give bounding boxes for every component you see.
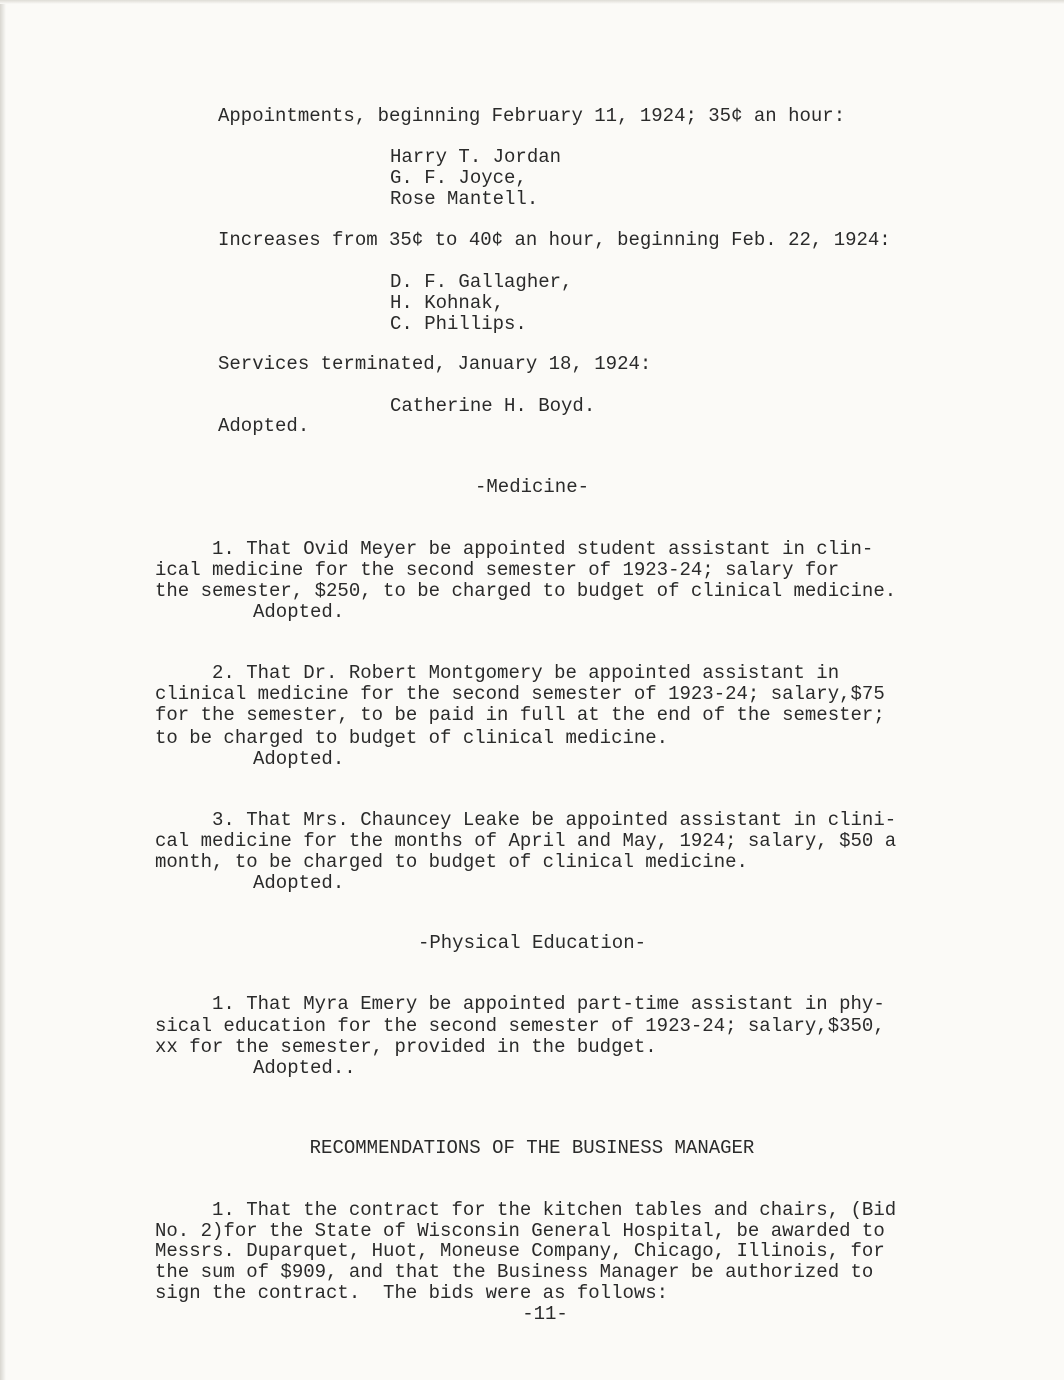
- physical-education-item-1-line: xx for the semester, provided in the budget.: [155, 1036, 657, 1058]
- adopted-note: Adopted.: [253, 748, 345, 770]
- section-heading-physical-education: -Physical Education-: [417, 932, 647, 954]
- scan-edge-top: [0, 0, 1064, 4]
- terminated-heading: Services terminated, January 18, 1924:: [218, 353, 652, 375]
- medicine-item-2-line: clinical medicine for the second semester of 1923-24; salary,$75: [155, 683, 885, 705]
- increase-name: H. Kohnak,: [390, 292, 505, 314]
- adopted-note: Adopted.: [253, 872, 345, 894]
- medicine-item-1-line: ical medicine for the second semester of 1923-24; salary for: [155, 559, 840, 581]
- medicine-item-3-line: cal medicine for the months of April and May, 1924; salary, $50 a: [155, 830, 897, 852]
- business-manager-line: Messrs. Duparquet, Huot, Moneuse Company, Chicago, Illinois, for: [155, 1240, 885, 1262]
- appointments-heading: Appointments, beginning February 11, 1924; 35¢ an hour:: [218, 105, 846, 127]
- physical-education-item-1-line: 1. That Myra Emery be appointed part-time assistant in phy-: [155, 993, 885, 1015]
- medicine-item-3-line: month, to be charged to budget of clinical medicine.: [155, 851, 748, 873]
- increase-name: C. Phillips.: [390, 313, 527, 335]
- adopted-note: Adopted.: [218, 415, 310, 437]
- adopted-note: Adopted.: [253, 601, 345, 623]
- adopted-note: Adopted..: [253, 1057, 356, 1079]
- medicine-item-1-line: 1. That Ovid Meyer be appointed student assistant in clin-: [155, 538, 874, 560]
- business-manager-line: sign the contract. The bids were as follows:: [155, 1282, 669, 1304]
- physical-education-item-1-line: sical education for the second semester of 1923-24; salary,$350,: [155, 1015, 885, 1037]
- business-manager-line: 1. That the contract for the kitchen tables and chairs, (Bid: [155, 1199, 897, 1221]
- terminated-name: Catherine H. Boyd.: [390, 395, 596, 417]
- medicine-item-2-line: 2. That Dr. Robert Montgomery be appointed assistant in: [155, 662, 840, 684]
- appointee-name: Rose Mantell.: [390, 188, 539, 210]
- appointee-name: Harry T. Jordan: [390, 146, 562, 168]
- increases-heading: Increases from 35¢ to 40¢ an hour, beginning Feb. 22, 1924:: [218, 229, 891, 251]
- business-manager-line: No. 2)for the State of Wisconsin General Hospital, be awarded to: [155, 1220, 885, 1242]
- section-heading-business-manager: RECOMMENDATIONS OF THE BUSINESS MANAGER: [309, 1137, 755, 1159]
- page-number: -11-: [522, 1303, 568, 1325]
- section-heading-medicine: -Medicine-: [474, 476, 590, 498]
- scan-edge-left: [0, 0, 6, 1380]
- business-manager-line: the sum of $909, and that the Business Manager be authorized to: [155, 1261, 874, 1283]
- increase-name: D. F. Gallagher,: [390, 271, 573, 293]
- medicine-item-3-line: 3. That Mrs. Chauncey Leake be appointed assistant in clini-: [155, 809, 897, 831]
- medicine-item-2-line: to be charged to budget of clinical medicine.: [155, 727, 669, 749]
- medicine-item-2-line: for the semester, to be paid in full at the end of the semester;: [155, 704, 885, 726]
- appointee-name: G. F. Joyce,: [390, 167, 527, 189]
- medicine-item-1-line: the semester, $250, to be charged to budget of clinical medicine.: [155, 580, 897, 602]
